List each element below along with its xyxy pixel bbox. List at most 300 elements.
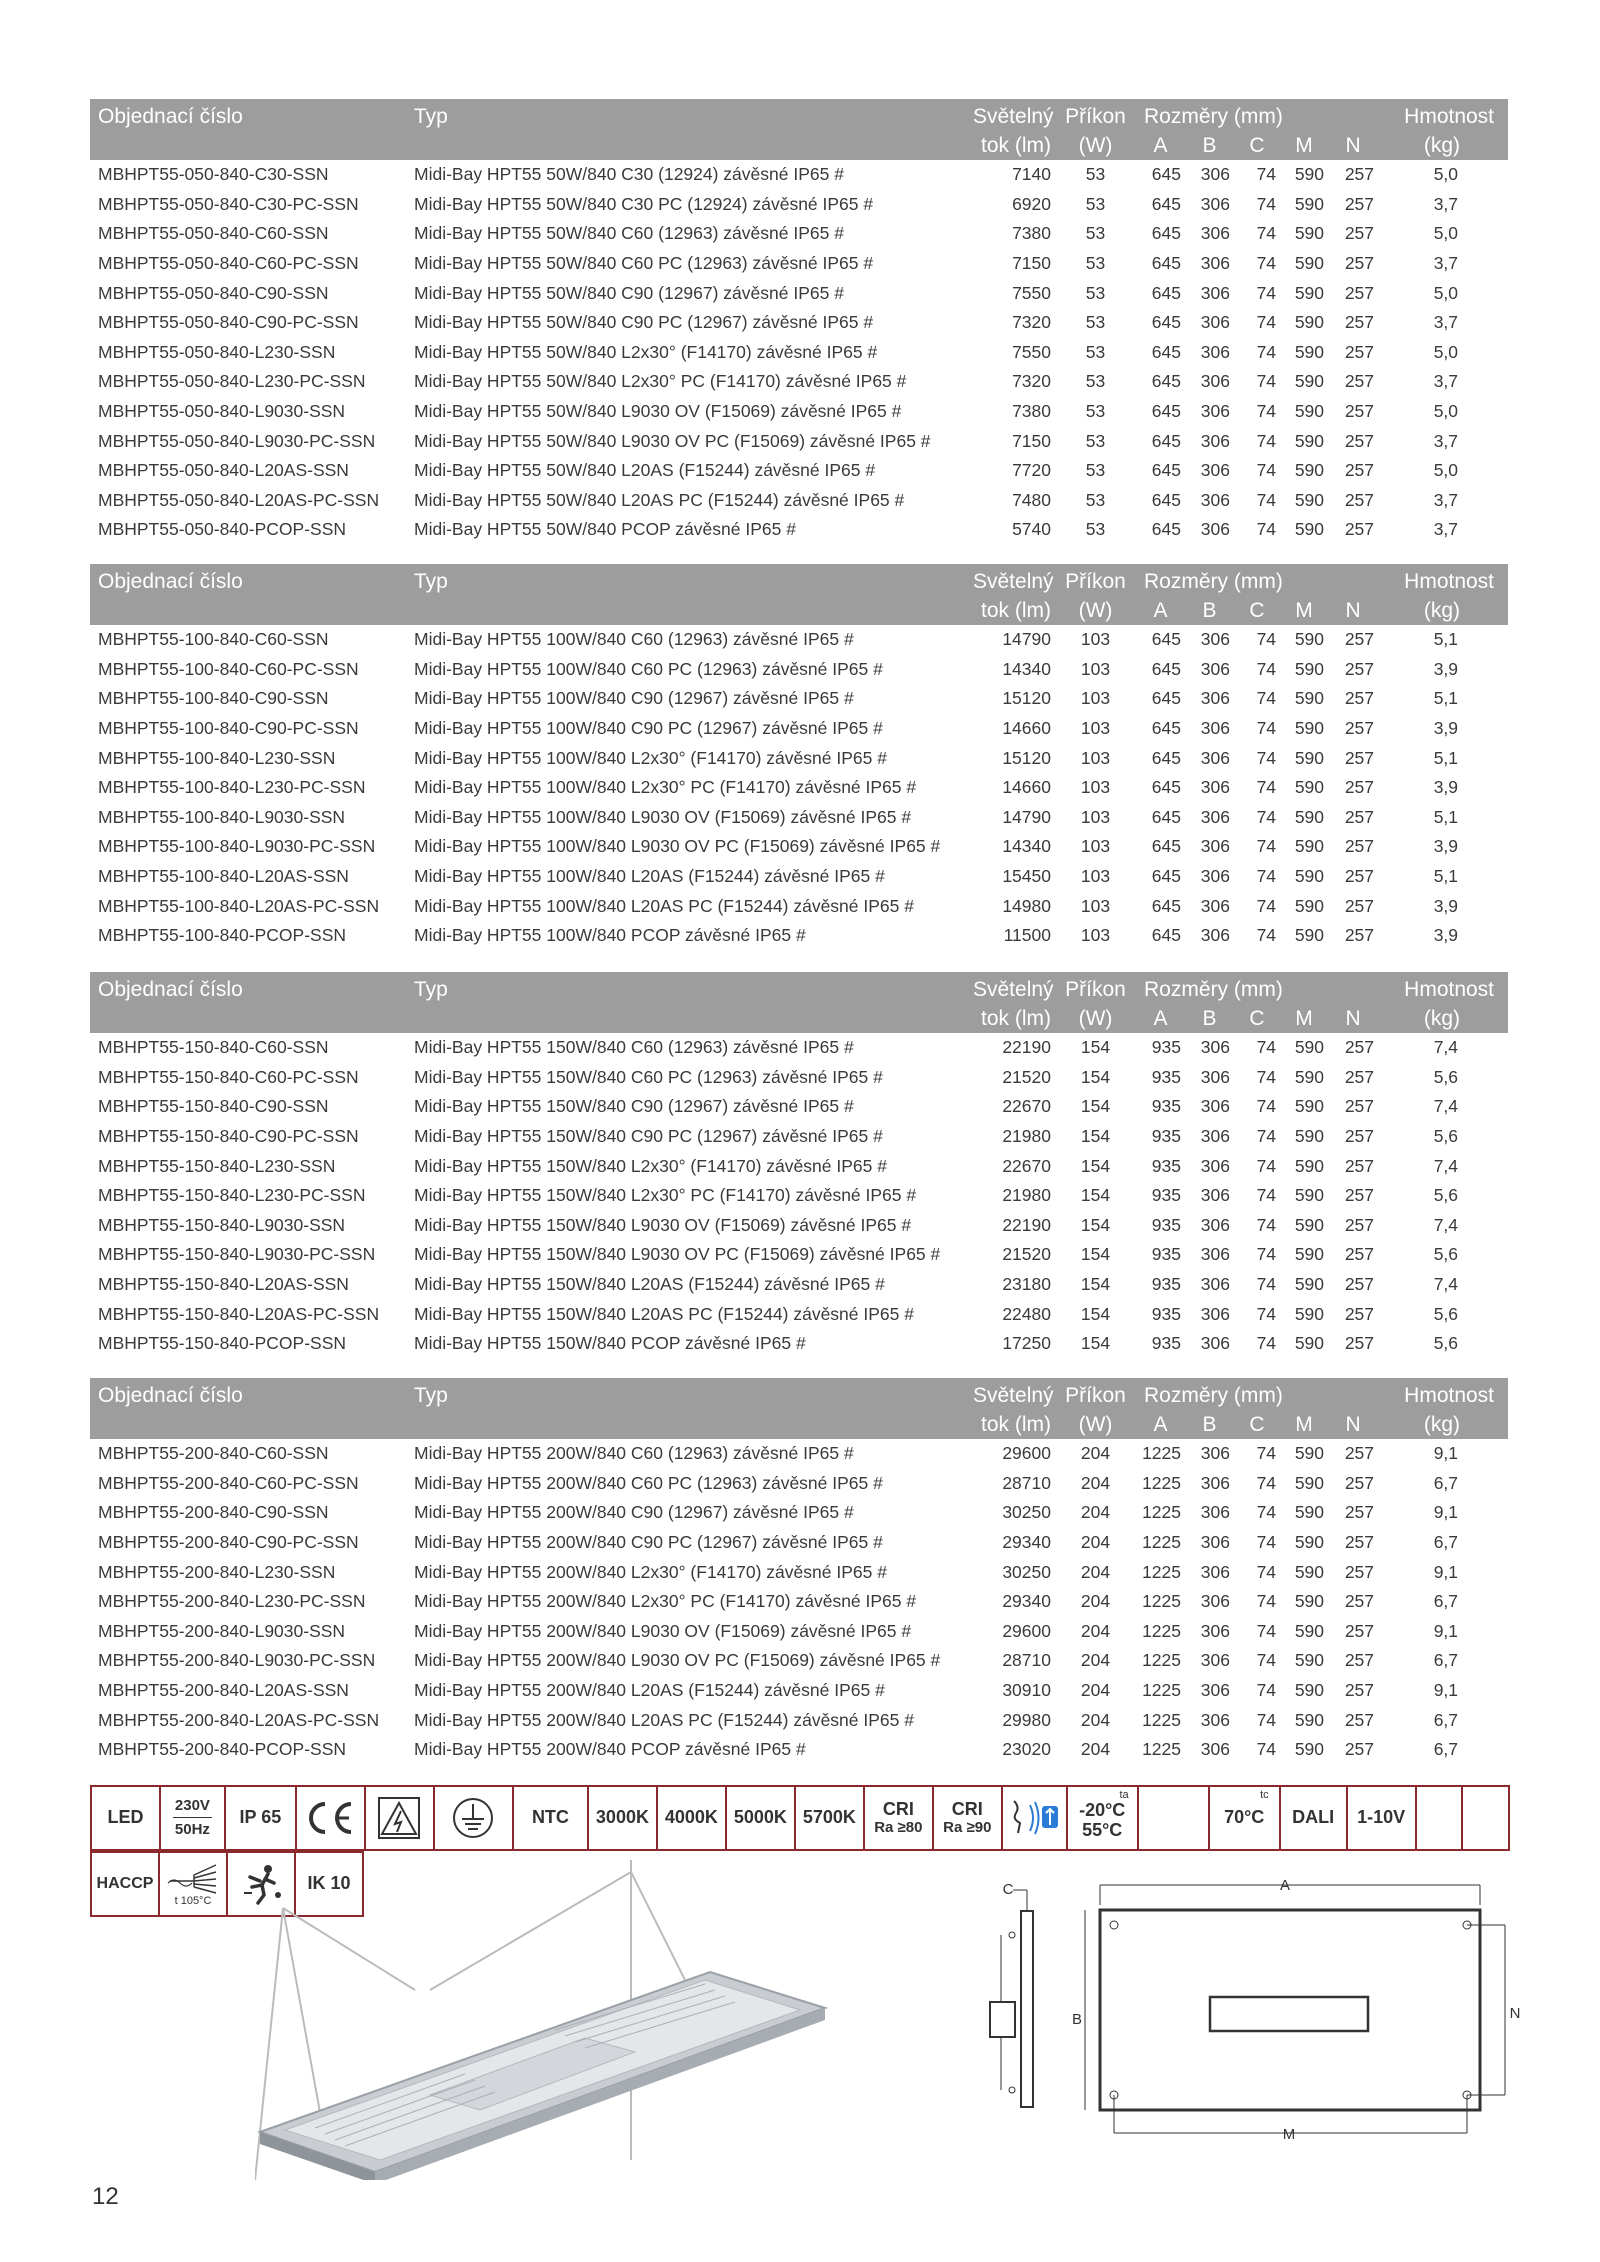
luminous-flux-cell: 14660 — [1002, 777, 1051, 798]
power-cell: 103 — [1080, 925, 1111, 946]
weight-cell: 5,0 — [1433, 401, 1459, 422]
dim-m-cell: 590 — [1294, 1739, 1325, 1760]
weight-cell: 6,7 — [1433, 1739, 1459, 1760]
dim-c-cell: 74 — [1256, 658, 1277, 679]
luminous-flux-cell: 22480 — [1002, 1303, 1051, 1324]
order-number-cell: MBHPT55-050-840-C30-PC-SSN — [98, 193, 359, 214]
dim-n-cell: 257 — [1344, 1591, 1375, 1612]
power-cell: 204 — [1080, 1739, 1111, 1760]
power-cell: 53 — [1085, 519, 1106, 540]
dim-b-cell: 306 — [1200, 1037, 1230, 1058]
header-luminous-flux: Světelný — [969, 1378, 1055, 1410]
weight-cell: 6,7 — [1433, 1709, 1459, 1730]
weight-cell: 7,4 — [1433, 1037, 1459, 1058]
table-row — [90, 1735, 1508, 1765]
dim-b-cell: 306 — [1200, 1620, 1230, 1641]
dim-m-cell: 590 — [1294, 895, 1325, 916]
dim-b-cell: 306 — [1200, 925, 1230, 946]
weight-cell: 6,7 — [1433, 1472, 1459, 1493]
dim-b-cell: 306 — [1200, 282, 1230, 303]
power-cell: 53 — [1085, 430, 1106, 451]
dim-n-cell: 257 — [1344, 1066, 1375, 1087]
dim-b-cell: 306 — [1200, 688, 1230, 709]
dim-b-cell: 306 — [1200, 806, 1230, 827]
order-number-cell: MBHPT55-200-840-L20AS-SSN — [98, 1680, 349, 1701]
luminous-flux-cell: 22190 — [1002, 1037, 1051, 1058]
dim-c-cell: 74 — [1256, 1472, 1277, 1493]
header-blank — [1280, 972, 1328, 1004]
dim-c-cell: 74 — [1256, 1274, 1277, 1295]
dim-c-cell: 74 — [1256, 1532, 1277, 1553]
luminous-flux-cell: 15120 — [1002, 747, 1051, 768]
order-number-cell: MBHPT55-100-840-L230-SSN — [98, 747, 336, 768]
luminous-flux-cell: 21520 — [1002, 1244, 1051, 1265]
weight-cell: 5,0 — [1433, 460, 1459, 481]
dim-m-cell: 590 — [1294, 866, 1325, 887]
dim-a-cell: 1225 — [1142, 1502, 1181, 1523]
dim-a-cell: 1225 — [1142, 1591, 1181, 1612]
dim-c-cell: 74 — [1256, 1303, 1277, 1324]
type-cell: Midi-Bay HPT55 200W/840 C60 PC (12963) závěsné IP65 # — [414, 1472, 883, 1493]
dim-m-cell: 590 — [1294, 688, 1325, 709]
header-blank — [90, 596, 406, 625]
power-cell: 103 — [1080, 836, 1111, 857]
header-order-number: Objednací číslo — [90, 99, 406, 131]
dim-m-cell: 590 — [1294, 1333, 1325, 1354]
cct-5700k: 5700K — [795, 1786, 864, 1850]
dim-m-cell: 590 — [1294, 1532, 1325, 1553]
type-cell: Midi-Bay HPT55 100W/840 L9030 OV PC (F15069) závěsné IP65 # — [414, 836, 941, 857]
header-type: Typ — [406, 972, 969, 1004]
dim-c-cell: 74 — [1256, 371, 1277, 392]
header-dim-a: A — [1136, 596, 1185, 625]
dim-n-cell: 257 — [1344, 519, 1375, 540]
header-blank — [406, 1410, 969, 1439]
type-cell: Midi-Bay HPT55 200W/840 PCOP závěsné IP65 # — [414, 1739, 806, 1760]
table-row — [90, 278, 1508, 308]
dim-c-cell: 74 — [1256, 1680, 1277, 1701]
weight-cell: 5,0 — [1433, 341, 1459, 362]
dim-n-cell: 257 — [1344, 460, 1375, 481]
luminous-flux-cell: 30250 — [1002, 1502, 1051, 1523]
luminous-flux-cell: 22190 — [1002, 1214, 1051, 1235]
table-row — [90, 1528, 1508, 1558]
dim-m-cell: 590 — [1294, 282, 1325, 303]
dim-c-cell: 74 — [1256, 1185, 1277, 1206]
power-cell: 154 — [1080, 1155, 1111, 1176]
dim-n-cell: 257 — [1344, 806, 1375, 827]
table-row — [90, 1181, 1508, 1211]
type-cell: Midi-Bay HPT55 200W/840 C90 PC (12967) závěsné IP65 # — [414, 1532, 883, 1553]
type-cell: Midi-Bay HPT55 150W/840 L9030 OV (F15069) závěsné IP65 # — [414, 1214, 912, 1235]
cct-3000k: 3000K — [588, 1786, 657, 1850]
luminous-flux-cell: 5740 — [1012, 519, 1051, 540]
luminous-flux-cell: 29600 — [1002, 1443, 1051, 1464]
dim-a-cell: 1225 — [1142, 1709, 1181, 1730]
dimming-symbol: 1-10V — [1347, 1786, 1416, 1850]
dim-m-cell: 590 — [1294, 371, 1325, 392]
weight-cell: 5,1 — [1433, 806, 1459, 827]
order-number-cell: MBHPT55-200-840-L20AS-PC-SSN — [98, 1709, 380, 1730]
power-cell: 103 — [1080, 895, 1111, 916]
dim-c-cell: 74 — [1256, 1591, 1277, 1612]
dim-c-cell: 74 — [1256, 1620, 1277, 1641]
order-number-cell: MBHPT55-100-840-C90-SSN — [98, 688, 329, 709]
weight-cell: 3,9 — [1433, 925, 1459, 946]
header-power: Příkon — [1055, 1378, 1136, 1410]
header-dim-m: M — [1280, 131, 1328, 160]
dim-c-cell: 74 — [1256, 1739, 1277, 1760]
type-cell: Midi-Bay HPT55 200W/840 L20AS (F15244) závěsné IP65 # — [414, 1680, 885, 1701]
dim-c-cell: 74 — [1256, 519, 1277, 540]
type-cell: Midi-Bay HPT55 100W/840 PCOP závěsné IP65 # — [414, 925, 806, 946]
type-cell: Midi-Bay HPT55 200W/840 L9030 OV (F15069) závěsné IP65 # — [414, 1620, 912, 1641]
dim-a-cell: 645 — [1151, 519, 1181, 540]
dim-c-cell: 74 — [1256, 401, 1277, 422]
tc-label: tc — [1260, 1789, 1269, 1801]
ik-rating: IK 10 — [295, 1852, 363, 1916]
type-cell: Midi-Bay HPT55 50W/840 L20AS (F15244) závěsné IP65 # — [414, 460, 876, 481]
table-row — [90, 803, 1508, 833]
dim-c-cell: 74 — [1256, 223, 1277, 244]
header-blank — [1280, 1378, 1328, 1410]
dim-m-cell: 590 — [1294, 193, 1325, 214]
header-dim-n: N — [1328, 596, 1378, 625]
header-luminous-flux: Světelný — [969, 99, 1055, 131]
table-row — [90, 1063, 1508, 1093]
dim-m-cell: 590 — [1294, 1185, 1325, 1206]
dim-a-cell: 935 — [1151, 1185, 1181, 1206]
dim-n-cell: 257 — [1344, 1185, 1375, 1206]
table-row — [90, 1705, 1508, 1735]
luminous-flux-cell: 14340 — [1002, 658, 1051, 679]
table-row — [90, 190, 1508, 220]
dim-m-cell: 590 — [1294, 1443, 1325, 1464]
table-row — [90, 684, 1508, 714]
dim-a-cell: 645 — [1151, 489, 1181, 510]
dim-m-cell: 590 — [1294, 312, 1325, 333]
table-row — [90, 1329, 1508, 1359]
table-row — [90, 1270, 1508, 1300]
dim-a-cell: 645 — [1151, 371, 1181, 392]
dim-a-cell: 645 — [1151, 282, 1181, 303]
luminous-flux-cell: 6920 — [1012, 193, 1051, 214]
dim-n-cell: 257 — [1344, 371, 1375, 392]
power-cell: 204 — [1080, 1532, 1111, 1553]
type-cell: Midi-Bay HPT55 50W/840 PCOP závěsné IP65 # — [414, 519, 796, 540]
luminous-flux-cell: 21980 — [1002, 1126, 1051, 1147]
header-power-unit: (W) — [1055, 596, 1136, 625]
power-cell: 53 — [1085, 223, 1106, 244]
dim-m-cell: 590 — [1294, 1096, 1325, 1117]
dim-n-cell: 257 — [1344, 1244, 1375, 1265]
product-table-200w — [90, 1378, 1508, 1765]
dim-n-cell: 257 — [1344, 718, 1375, 739]
luminous-flux-cell: 21520 — [1002, 1066, 1051, 1087]
weight-cell: 3,7 — [1433, 312, 1459, 333]
header-weight-unit: (kg) — [1378, 596, 1508, 625]
type-cell: Midi-Bay HPT55 50W/840 L2x30° PC (F14170) závěsné IP65 # — [414, 371, 907, 392]
table-row — [90, 1240, 1508, 1270]
header-dim-b: B — [1185, 596, 1234, 625]
dim-n-cell: 257 — [1344, 193, 1375, 214]
cri-90-symbol — [933, 1786, 1002, 1850]
dim-m-cell: 590 — [1294, 1274, 1325, 1295]
type-cell: Midi-Bay HPT55 50W/840 L9030 OV (F15069) závěsné IP65 # — [414, 401, 902, 422]
header-type: Typ — [406, 99, 969, 131]
dim-n-cell: 257 — [1344, 895, 1375, 916]
header-weight-unit: (kg) — [1378, 131, 1508, 160]
order-number-cell: MBHPT55-150-840-C90-SSN — [98, 1096, 329, 1117]
header-luminous-flux-unit: tok (lm) — [969, 596, 1055, 625]
dim-b-cell: 306 — [1200, 1650, 1230, 1671]
header-dim-m: M — [1280, 1004, 1328, 1033]
table-row — [90, 773, 1508, 803]
dim-m-cell: 590 — [1294, 401, 1325, 422]
dim-b-cell: 306 — [1200, 519, 1230, 540]
dim-n-cell: 257 — [1344, 1680, 1375, 1701]
header-dim-c: C — [1234, 1410, 1280, 1439]
order-number-cell: MBHPT55-150-840-PCOP-SSN — [98, 1333, 346, 1354]
power-cell: 53 — [1085, 164, 1106, 185]
type-cell: Midi-Bay HPT55 150W/840 C90 (12967) závěsné IP65 # — [414, 1096, 854, 1117]
dim-n-cell: 257 — [1344, 1037, 1375, 1058]
dim-b-cell: 306 — [1200, 1561, 1230, 1582]
dim-n-cell: 257 — [1344, 312, 1375, 333]
dim-a-cell: 935 — [1151, 1066, 1181, 1087]
weight-cell: 5,1 — [1433, 747, 1459, 768]
ntc-symbol: NTC — [513, 1786, 588, 1850]
dim-m-cell: 590 — [1294, 1126, 1325, 1147]
ta-max: 55°C — [1082, 1820, 1123, 1840]
header-weight: Hmotnost — [1378, 99, 1508, 131]
dim-m-cell: 590 — [1294, 1066, 1325, 1087]
table-row — [90, 515, 1508, 545]
dim-b-cell: 306 — [1200, 1739, 1230, 1760]
dim-b-cell: 306 — [1200, 371, 1230, 392]
table-row — [90, 338, 1508, 368]
ambient-temperature — [1067, 1786, 1138, 1850]
cri-80-value: Ra ≥80 — [874, 1818, 923, 1836]
dim-a-cell: 645 — [1151, 777, 1181, 798]
dim-label-c: C — [1002, 1881, 1014, 1898]
header-blank — [1328, 972, 1378, 1004]
type-cell: Midi-Bay HPT55 100W/840 C90 PC (12967) závěsné IP65 # — [414, 718, 883, 739]
dim-b-cell: 306 — [1200, 1244, 1230, 1265]
weight-cell: 3,7 — [1433, 519, 1459, 540]
dim-a-cell: 645 — [1151, 629, 1181, 650]
luminous-flux-cell: 23020 — [1002, 1739, 1051, 1760]
weight-cell: 5,6 — [1433, 1303, 1459, 1324]
type-cell: Midi-Bay HPT55 100W/840 L2x30° PC (F14170) závěsné IP65 # — [414, 777, 917, 798]
dim-c-cell: 74 — [1256, 1561, 1277, 1582]
dim-n-cell: 257 — [1344, 1650, 1375, 1671]
type-cell: Midi-Bay HPT55 100W/840 L2x30° (F14170) závěsné IP65 # — [414, 747, 887, 768]
dim-b-cell: 306 — [1200, 629, 1230, 650]
header-luminous-flux-unit: tok (lm) — [969, 1410, 1055, 1439]
case-temperature — [1209, 1786, 1280, 1850]
power-cell: 204 — [1080, 1680, 1111, 1701]
weight-cell: 3,7 — [1433, 371, 1459, 392]
power-cell: 53 — [1085, 341, 1106, 362]
header-power-unit: (W) — [1055, 1410, 1136, 1439]
weight-cell: 7,4 — [1433, 1096, 1459, 1117]
luminous-flux-cell: 28710 — [1002, 1650, 1051, 1671]
dim-n-cell: 257 — [1344, 282, 1375, 303]
luminous-flux-cell: 14790 — [1002, 629, 1051, 650]
header-blank — [1280, 564, 1328, 596]
dim-b-cell: 306 — [1200, 1155, 1230, 1176]
table-row — [90, 625, 1508, 655]
dim-c-cell: 74 — [1256, 1126, 1277, 1147]
luminous-flux-cell: 7150 — [1012, 253, 1051, 274]
power-cell: 53 — [1085, 371, 1106, 392]
empty-cell — [1462, 1786, 1509, 1850]
luminous-flux-cell: 15450 — [1002, 866, 1051, 887]
header-order-number: Objednací číslo — [90, 564, 406, 596]
table-row — [90, 714, 1508, 744]
luminous-flux-cell: 7320 — [1012, 371, 1051, 392]
cable-icon — [159, 1852, 227, 1916]
table-row — [90, 1151, 1508, 1181]
dim-m-cell: 590 — [1294, 223, 1325, 244]
dim-b-cell: 306 — [1200, 866, 1230, 887]
header-blank — [1280, 99, 1328, 131]
header-dim-b: B — [1185, 1004, 1234, 1033]
power-cell: 154 — [1080, 1066, 1111, 1087]
dim-m-cell: 590 — [1294, 806, 1325, 827]
dim-m-cell: 590 — [1294, 836, 1325, 857]
dim-a-cell: 1225 — [1142, 1472, 1181, 1493]
type-cell: Midi-Bay HPT55 200W/840 L9030 OV PC (F15069) závěsné IP65 # — [414, 1650, 941, 1671]
dim-n-cell: 257 — [1344, 658, 1375, 679]
type-cell: Midi-Bay HPT55 150W/840 L20AS (F15244) závěsné IP65 # — [414, 1274, 885, 1295]
luminous-flux-cell: 14340 — [1002, 836, 1051, 857]
dim-a-cell: 1225 — [1142, 1650, 1181, 1671]
header-dimensions: Rozměry (mm) — [1136, 99, 1280, 131]
order-number-cell: MBHPT55-200-840-C60-SSN — [98, 1443, 329, 1464]
dim-n-cell: 257 — [1344, 1303, 1375, 1324]
dim-m-cell: 590 — [1294, 341, 1325, 362]
dim-m-cell: 590 — [1294, 747, 1325, 768]
voltage-symbol — [160, 1786, 225, 1850]
type-cell: Midi-Bay HPT55 100W/840 C60 PC (12963) závěsné IP65 # — [414, 658, 883, 679]
order-number-cell: MBHPT55-200-840-PCOP-SSN — [98, 1739, 346, 1760]
order-number-cell: MBHPT55-100-840-L230-PC-SSN — [98, 777, 366, 798]
dim-b-cell: 306 — [1200, 777, 1230, 798]
dim-c-cell: 74 — [1256, 164, 1277, 185]
dim-n-cell: 257 — [1344, 430, 1375, 451]
dim-m-cell: 590 — [1294, 1650, 1325, 1671]
dim-a-cell: 935 — [1151, 1126, 1181, 1147]
order-number-cell: MBHPT55-050-840-C30-SSN — [98, 164, 329, 185]
dim-b-cell: 306 — [1200, 895, 1230, 916]
dim-b-cell: 306 — [1200, 1502, 1230, 1523]
dim-b-cell: 306 — [1200, 658, 1230, 679]
dim-c-cell: 74 — [1256, 1502, 1277, 1523]
header-type: Typ — [406, 1378, 969, 1410]
dim-c-cell: 74 — [1256, 489, 1277, 510]
dim-b-cell: 306 — [1200, 1214, 1230, 1235]
header-power: Příkon — [1055, 972, 1136, 1004]
dim-n-cell: 257 — [1344, 1620, 1375, 1641]
header-dim-a: A — [1136, 1410, 1185, 1439]
luminous-flux-cell: 21980 — [1002, 1185, 1051, 1206]
dim-a-cell: 935 — [1151, 1155, 1181, 1176]
type-cell: Midi-Bay HPT55 100W/840 L20AS (F15244) závěsné IP65 # — [414, 866, 885, 887]
product-table-50w — [90, 99, 1508, 545]
dim-m-cell: 590 — [1294, 1303, 1325, 1324]
dim-m-cell: 590 — [1294, 519, 1325, 540]
voltage-value: 230V — [173, 1798, 212, 1819]
order-number-cell: MBHPT55-150-840-L230-SSN — [98, 1155, 336, 1176]
power-cell: 154 — [1080, 1303, 1111, 1324]
table-row — [90, 891, 1508, 921]
dim-n-cell: 257 — [1344, 1709, 1375, 1730]
power-cell: 103 — [1080, 806, 1111, 827]
power-cell: 103 — [1080, 777, 1111, 798]
dim-a-cell: 1225 — [1142, 1680, 1181, 1701]
order-number-cell: MBHPT55-050-840-L9030-PC-SSN — [98, 430, 376, 451]
power-cell: 103 — [1080, 688, 1111, 709]
weight-cell: 7,4 — [1433, 1214, 1459, 1235]
type-cell: Midi-Bay HPT55 50W/840 L9030 OV PC (F15069) závěsné IP65 # — [414, 430, 931, 451]
header-blank — [406, 131, 969, 160]
dim-b-cell: 306 — [1200, 1096, 1230, 1117]
order-number-cell: MBHPT55-150-840-L9030-SSN — [98, 1214, 346, 1235]
dim-b-cell: 306 — [1200, 193, 1230, 214]
type-cell: Midi-Bay HPT55 50W/840 L2x30° (F14170) závěsné IP65 # — [414, 341, 878, 362]
dim-m-cell: 590 — [1294, 1502, 1325, 1523]
weight-cell: 5,6 — [1433, 1126, 1459, 1147]
dim-c-cell: 74 — [1256, 718, 1277, 739]
header-dim-a: A — [1136, 1004, 1185, 1033]
order-number-cell: MBHPT55-150-840-L230-PC-SSN — [98, 1185, 366, 1206]
type-cell: Midi-Bay HPT55 150W/840 L2x30° (F14170) závěsné IP65 # — [414, 1155, 887, 1176]
table-row — [90, 1587, 1508, 1617]
weight-cell: 3,9 — [1433, 718, 1459, 739]
dim-c-cell: 74 — [1256, 688, 1277, 709]
dim-c-cell: 74 — [1256, 253, 1277, 274]
dim-m-cell: 590 — [1294, 1214, 1325, 1235]
dim-a-cell: 935 — [1151, 1333, 1181, 1354]
cri-80-symbol — [864, 1786, 933, 1850]
table-row — [90, 249, 1508, 279]
dim-n-cell: 257 — [1344, 489, 1375, 510]
page-number: 12 — [92, 2183, 119, 2210]
dim-n-cell: 257 — [1344, 1532, 1375, 1553]
weight-cell: 3,9 — [1433, 777, 1459, 798]
power-cell: 154 — [1080, 1244, 1111, 1265]
weight-cell: 5,0 — [1433, 164, 1459, 185]
dim-n-cell: 257 — [1344, 925, 1375, 946]
weight-cell: 5,1 — [1433, 629, 1459, 650]
table-row — [90, 1211, 1508, 1241]
dim-b-cell: 306 — [1200, 747, 1230, 768]
order-number-cell: MBHPT55-100-840-L20AS-PC-SSN — [98, 895, 380, 916]
dim-m-cell: 590 — [1294, 460, 1325, 481]
luminous-flux-cell: 7320 — [1012, 312, 1051, 333]
led-symbol: LED — [91, 1786, 160, 1850]
dim-c-cell: 74 — [1256, 806, 1277, 827]
power-cell: 53 — [1085, 401, 1106, 422]
type-cell: Midi-Bay HPT55 100W/840 C90 (12967) závěsné IP65 # — [414, 688, 854, 709]
dim-n-cell: 257 — [1344, 401, 1375, 422]
dim-c-cell: 74 — [1256, 1037, 1277, 1058]
order-number-cell: MBHPT55-050-840-L20AS-PC-SSN — [98, 489, 380, 510]
type-cell: Midi-Bay HPT55 50W/840 C90 PC (12967) závěsné IP65 # — [414, 312, 874, 333]
certification-symbols-row — [90, 1785, 1510, 1851]
